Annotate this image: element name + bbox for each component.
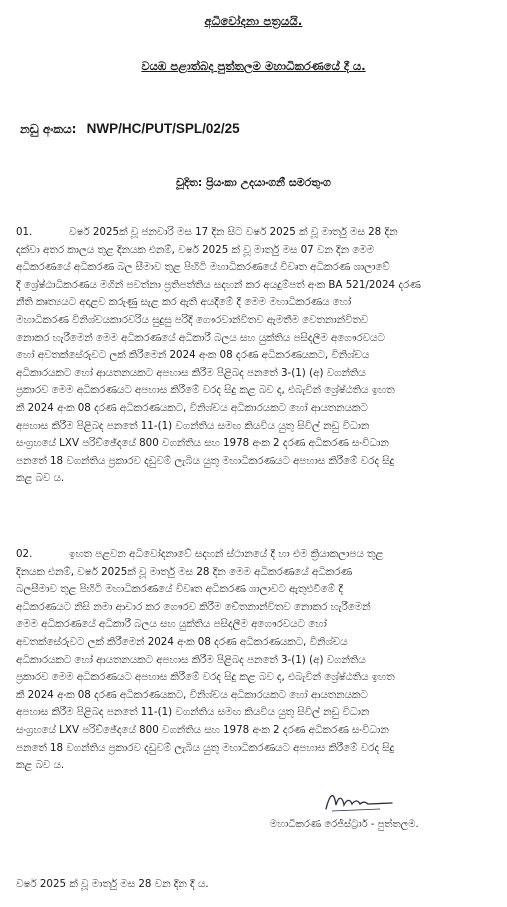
paragraph-2 [16,546,494,775]
court-heading: වයඹ පළාත්බද පුත්තලම මහාධිකරණයේ දී ය. [141,59,366,73]
paragraph-line: සංග්‍රහයේ LXV පරිච්ඡේදයේ 800 වගන්තිය සහ 1978 අංක 2 දරණ අධිකරණ සංවිධාන [16,723,389,736]
paragraph-1 [16,224,494,488]
case-number-line [20,121,240,137]
date-line: වර්ෂ 2025 ක් වූ මාර්තු මස 28 වන දින දී ය. [16,878,209,890]
paragraph-line: හෝ අවතක්සේරුවට ලක් කිරීමෙන් 2024 අංක 08 දරණ අධිකරණයකට, විනිශ්චය [16,349,370,362]
paragraph-line: මෙම අධිකරණයේ අධිකාරී බලය සහ යුක්තිය පසිදලීම අගෞරවයට හෝ [16,618,327,631]
paragraph-line: කළ බව ය. [16,759,65,772]
registrar-signature [322,787,402,815]
paragraph-line: නීති කෘත්‍යයට අදාළව කරුණු සැළ කර ඇති අයදීමේ දී මෙම මහාධිකරණය හෝ [16,296,352,309]
paragraph-line: පනතේ 18 වගන්තිය ප්‍රකාරව දඩුවම් ලැබිය යුතු මහාධිකරණයට අපහාස කිරීමේ වරද සිදු [16,741,395,754]
paragraph-body [16,224,494,488]
paragraph-line: අධිකරණයේ අධිකරණ බල සීමාව තුළ පිහිටි මහාධිකරණයේ විවෘත අධිකරණ ශාලාවේ [16,261,390,274]
paragraph-line: කළ බව ය. [16,472,65,485]
paragraph-line: පනතේ 18 වගන්තිය ප්‍රකාරව දඩුවම් ලැබිය යුතු මහාධිකරණයට අපහාස කිරීමේ වරද සිදු [16,454,395,467]
paragraph-line: අධිකාරයකට හෝ ආයතනයකට අපහාස කිරීම පිළිබද පනතේ 3-(1) (අ) වගන්තිය [16,653,366,666]
paragraph-body [16,546,494,775]
paragraph-line: ප්‍රකාරව මෙම අධිකරණයට අපහාස කිරීමේ වරද සිදු කළ බව ද, එබැවින් ශ්‍රේෂ්ඨතිය ඉහත [16,671,395,684]
paragraph-line: ඉහත පළවන අධිවෝදනාවේ සදහන් ස්ථානයේ දී හා එම ක්‍රියාකලාපය තුළ [69,548,384,560]
document-title: අධිවෝදනා පත්‍රයයි. [204,14,303,28]
paragraph-number: 02. [16,548,33,560]
paragraph-number: 01. [16,226,33,238]
paragraph-line: දී ශ්‍රේෂ්ඨාධිකරණය මගින් පවත්නා ප්‍රතිපත්තිය සදහන් කර අයදුම්පත් අංක BA 521/2024 දරණ [16,278,421,291]
case-number: NWP/HC/PUT/SPL/02/25 [86,121,240,136]
accused-line: චූදිත: ප්‍රියංකා උදයාංගනී සමරතුංග [176,176,331,189]
case-number-label: නඩු අංකය: [20,122,77,136]
paragraph-line: අධිකරණයට නිසි නමා ආචාර කර ගෞරව කිරීම චේතනාන්විතව නොකර හැරීමෙන් [16,600,371,613]
paragraph-line: නොකර හැරීමෙන් මෙම අධිකරණයේ අධිකාරී බලය සහ යුක්තිය පසිදලීම අගෞරවයට [16,331,385,344]
paragraph-line: අධිකාරයකට හෝ ආයතනයකට අපහාස කිරීම පිළිබද පනතේ 3-(1) (අ) වගන්තිය [16,366,366,379]
paragraph-line: අවතක්සේරුවට ලක් කිරීමෙන් 2024 අංක 08 දරණ අධිකරණයකට, විනිශ්චය [16,635,348,648]
paragraph-line: අපහාස කිරීම පිළිබද පනතේ 11-(1) වගන්තිය සමඟ කියවිය යුතු සිවිල් නඩු විධාන [16,706,370,719]
paragraph-line: වර්ෂ 2025ක් වූ ජනවාරි මස 17 දින සිට වර්ෂ 2025 ක් වූ මාර්තු මස 28 දින [69,226,398,238]
paragraph-line: දක්වා අතර කාලය තුළ දිනයක එනම්, වර්ෂ 2025 ක් වූ මාර්තු මස 07 වන දින මෙම [16,243,375,256]
paragraph-line: සංග්‍රහයේ LXV පරිච්ඡේදයේ 800 වගන්තිය සහ 1978 අංක 2 දරණ අධිකරණ සංවිධාන [16,437,389,450]
signature-caption: මහාධිකරණ රෙජිස්ට්‍රාර් - පුත්තලම. [270,819,419,830]
paragraph-line: දිනයක එනම්, වර්ෂ 2025ක් වූ මාර්තු මස 28 දින මෙම අධිකරණයේ අධිකරණ [16,565,352,578]
paragraph-line: ප්‍රකාරව මෙම අධිකරණයට අපහාස කිරීමේ වරද සිදු කළ බව ද, එබැවින් ශ්‍රේෂ්ඨතිය ඉහත [16,384,395,397]
paragraph-line: මහාධිකරණ විනිශ්චයකාරවරිය සුදුසු පරිදි ගෞරවාන්විතව ඇමතීම වෙතනාන්විතව [16,313,369,326]
paragraph-line: කී 2024 අංක 08 දරණ අධිකරණයකට, විනිශ්චය අධිකාරයකට හෝ ආයතනයකට [16,401,368,414]
paragraph-line: කී 2024 අංක 08 දරණ අධිකරණයකට, විනිශ්චය අධිකාරයකට හෝ ආයතනයකට [16,688,368,701]
paragraph-line: බලසීමාව තුළ පිහිටි මහාධිකරණයේ විවෘත අධිකරණ ශාලාවට ඇතුළුවීමේ දී [16,583,343,596]
paragraph-line: අපහාස කිරීම පිළිබද පනතේ 11-(1) වගන්තිය සමඟ කියවිය යුතු සිවිල් නඩු විධාන [16,419,370,432]
